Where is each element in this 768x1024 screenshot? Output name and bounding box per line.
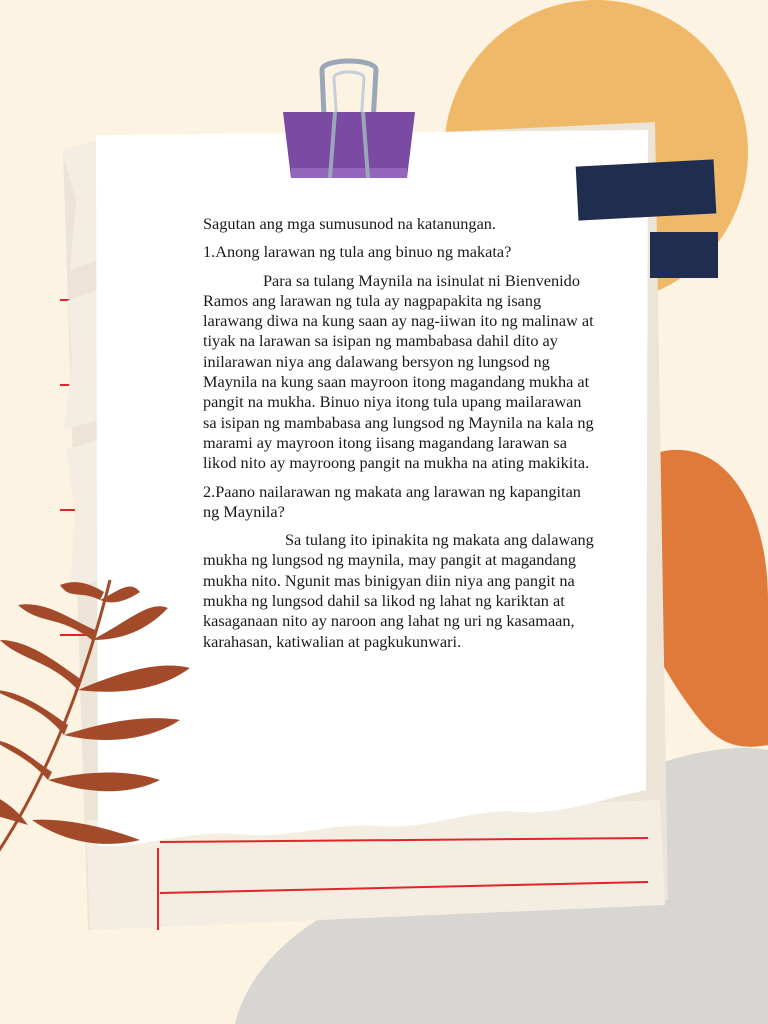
question-2: 2.Paano nailarawan ng makata ang larawan ng kapangitan ng Maynila? [203,481,581,521]
answer-2: Sa tulang ito ipinakita ng makata ang dalawang mukha ng lungsod ng maynila, may pangit at magandang mukha nito. Ngunit mas binigyan diin niya ang pangit na mukha ng lungsod dahil sa likod ng lahat ng kariktan at kasaganaan nito ay naroon ang lahat ng uri ng kasamaan, karahasan, katiwalian at pagkukunwari. [203,530,594,651]
navy-tape-bottom [650,232,718,278]
question-1: 1.Anong larawan ng tula ang binuo ng makata? [203,242,512,262]
instruction-text: Sagutan ang mga sumusunod na katanungan. [203,214,497,233]
document-text-block [203,214,598,660]
navy-tape-top [576,159,717,220]
answer-1: Para sa tulang Maynila na isinulat ni Bienvenido Ramos ang larawan ng tula ay nagpapakita ng isang larawang diwa na kung saan ay nag-iiwan ito ng malinaw at tiyak na larawan sa isipan ng mambabasa dahil dito ay inilarawan niya ang dalawang bersyon ng lungsod ng Maynila na kung saan mayroon itong magandang mukha at pangit na mukha. Binuo niya itong tula upang mailarawan sa isipan ng mambabasa ang lungsod ng Maynila na kala ng marami ay mayroon itong iisang magandang larawan sa likod nito ay mayroong pangit na mukha na ating makikita. [203,270,594,473]
binder-clip-icon [283,61,415,178]
